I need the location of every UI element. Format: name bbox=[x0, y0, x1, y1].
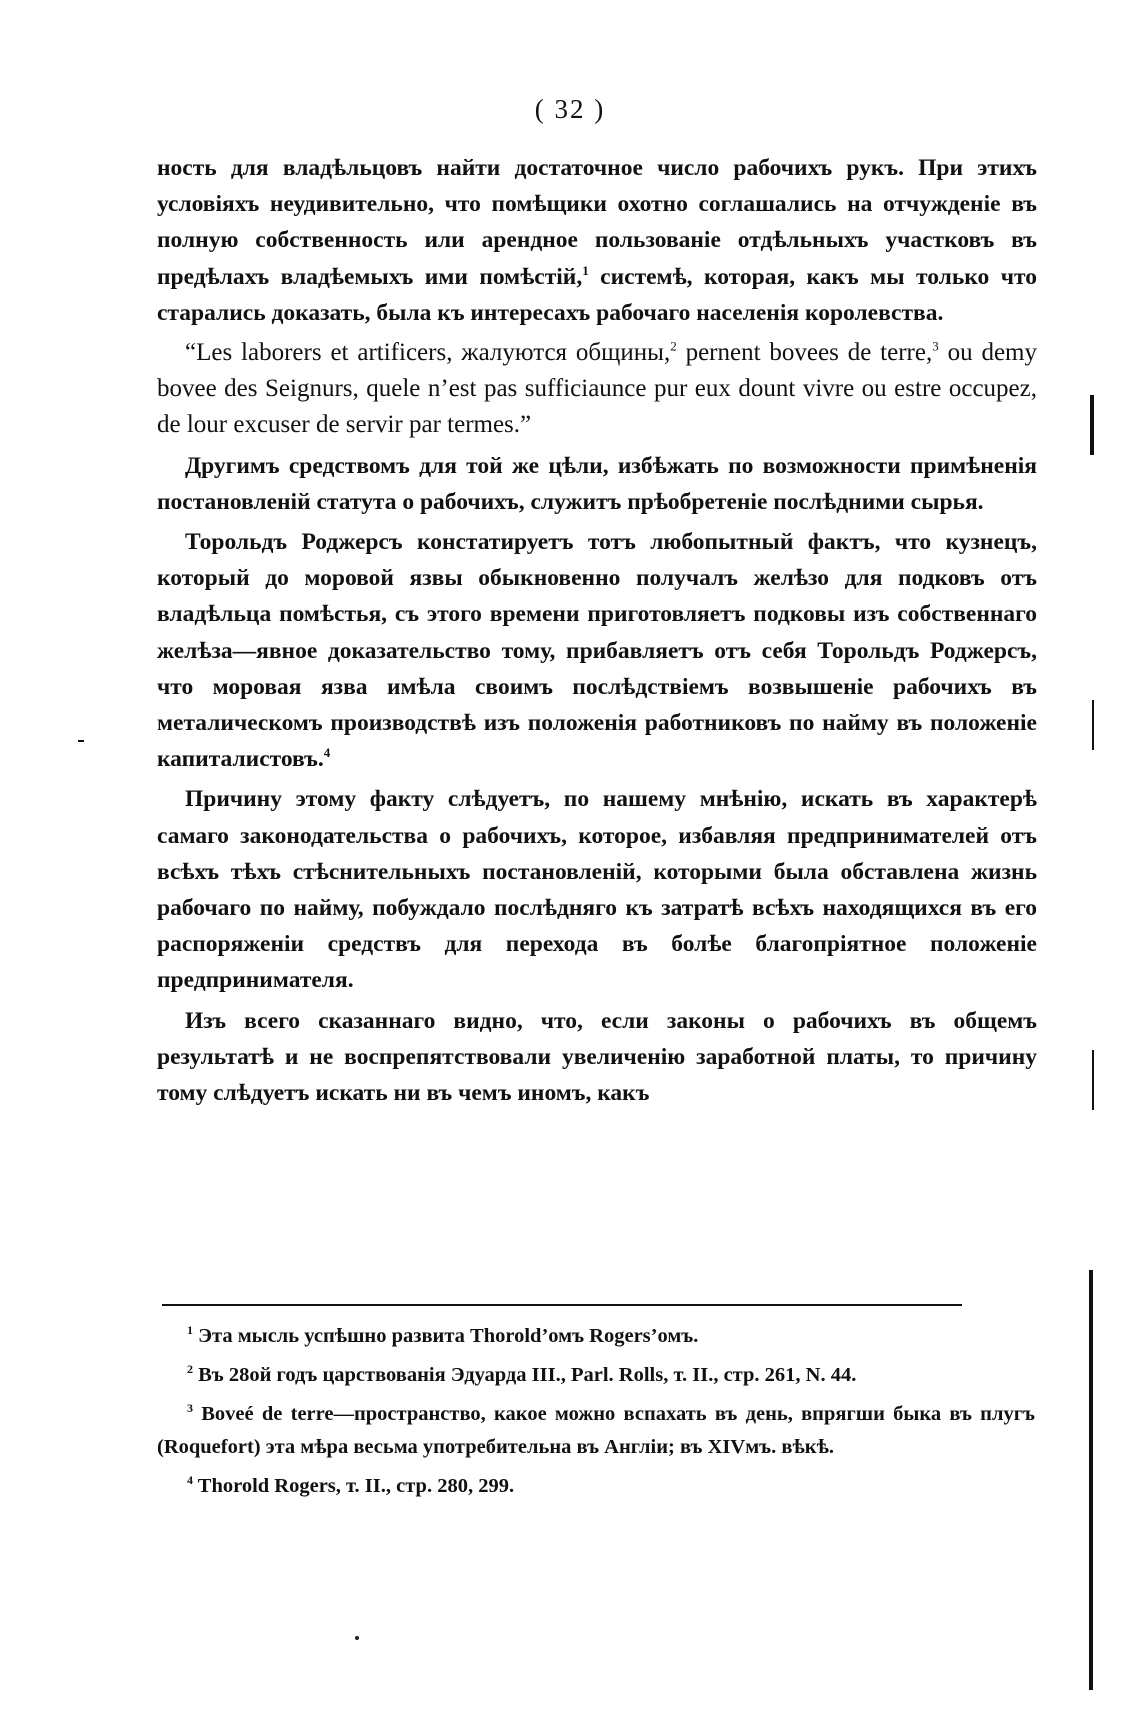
footnote-4-marker: 4 bbox=[187, 1473, 193, 1488]
quote-part-a: “Les laborers et artificers, жалуются общины, bbox=[185, 339, 671, 367]
footnote-4-text: Thorold Rogers, т. II., стр. 280, 299. bbox=[197, 1475, 515, 1497]
footnote-2 bbox=[157, 1359, 1035, 1392]
paragraph-1-tail: системѣ, которая, какъ мы только что старались доказать, была къ интересахъ рабочаго населенія королевства. bbox=[157, 263, 1037, 326]
footnote-2-text: Въ 28ой годъ царствованія Эдуарда III., Parl. Rolls, т. II., стр. 261, N. 44. bbox=[198, 1364, 857, 1386]
footnote-1-text: Эта мысль успѣшно развита Thorold’омъ Rogers’омъ. bbox=[198, 1325, 699, 1347]
scan-edge-mark bbox=[1090, 395, 1094, 455]
footnote-3-marker: 3 bbox=[187, 1401, 193, 1416]
footnote-ref-4: 4 bbox=[323, 745, 331, 761]
scan-edge-mark bbox=[1089, 1270, 1093, 1690]
ink-speck bbox=[355, 1636, 359, 1640]
footnote-1 bbox=[157, 1320, 1035, 1353]
main-text bbox=[157, 150, 1037, 1115]
scan-edge-mark bbox=[1092, 700, 1094, 750]
footnote-3 bbox=[157, 1398, 1035, 1464]
paragraph-1-text: ность для владѣльцовъ найти достаточное число рабочихъ рукъ. При этихъ условіяхъ неудивительно, что помѣщики охотно соглашались на отчужденіе въ полную собственность или арендное пользованіе отдѣльныхъ участковъ въ предѣлахъ владѣемыхъ ими помѣстій, bbox=[157, 155, 1037, 290]
paragraph-5: Причину этому факту слѣдуетъ, по нашему мнѣнію, искать въ характерѣ самаго законодательства о рабочихъ, которое, избавляя предпринимателей отъ всѣхъ тѣхъ стѣснительныхъ постановленій, которыми была обставлена жизнь рабочаго по найму, побуждало послѣдняго къ затратѣ всѣхъ находящихся въ его распоряженіи средствъ для перехода въ болѣе благопріятное положеніе предпринимателя. bbox=[157, 786, 1037, 994]
footnote-4 bbox=[157, 1470, 1035, 1503]
paragraph-4-text: Торольдъ Роджерсъ констатируетъ тотъ любопытный фактъ, что кузнецъ, который до моровой язвы обыкновенно получалъ желѣзо для подковъ отъ владѣльца помѣстья, съ этого времени приготовляетъ подковы изъ собственнаго желѣза—явное доказательство тому, прибавляетъ отъ себя Торольдъ Роджерсъ, что моровая язва имѣла своимъ послѣдствіемъ возвышеніе рабочихъ въ металическомъ производствѣ изъ положенія работниковъ по найму въ положеніе капиталистовъ. bbox=[157, 529, 1037, 773]
quote-part-b: pernent bovees de terre, bbox=[676, 339, 933, 367]
scan-edge-mark bbox=[78, 740, 84, 742]
paragraph-1 bbox=[157, 150, 1037, 331]
footnote-2-marker: 2 bbox=[187, 1362, 193, 1377]
paragraph-3: Другимъ средствомъ для той же цѣли, избѣжать по возможности примѣненія постановленій статута о рабочихъ, служитъ прѣобретеніе послѣдними сырья. bbox=[157, 452, 1037, 515]
quote-part-c: ou demy bovee des Seignurs, quele n’est pas sufficiaunce pur eux dount vivre ou estre occupez, de lour excuser de servir par termes.” bbox=[157, 339, 1037, 439]
footnote-ref-3: 3 bbox=[932, 338, 939, 354]
quote-paragraph bbox=[157, 335, 1037, 444]
footnote-ref-1: 1 bbox=[582, 262, 589, 278]
page-number: ( 32 ) bbox=[534, 94, 606, 124]
paragraph-4 bbox=[157, 524, 1037, 777]
footnote-divider bbox=[162, 1304, 962, 1306]
footnote-3-text: Boveé de terre—пространство, какое можно вспахать въ день, впрягши быка въ плугъ (Roquefort) эта мѣра весьма употребительна въ Англіи; въ XIVмъ. вѣкѣ. bbox=[157, 1403, 1035, 1458]
footnotes bbox=[157, 1320, 1035, 1509]
scan-edge-mark bbox=[1092, 1050, 1094, 1110]
footnote-ref-2: 2 bbox=[670, 338, 677, 354]
paragraph-6: Изъ всего сказаннаго видно, что, если законы о рабочихъ въ общемъ результатѣ и не воспрепятствовали увеличенію заработной платы, то причину тому слѣдуетъ искать ни въ чемъ иномъ, какъ bbox=[157, 1007, 1037, 1107]
footnote-1-marker: 1 bbox=[187, 1323, 193, 1338]
